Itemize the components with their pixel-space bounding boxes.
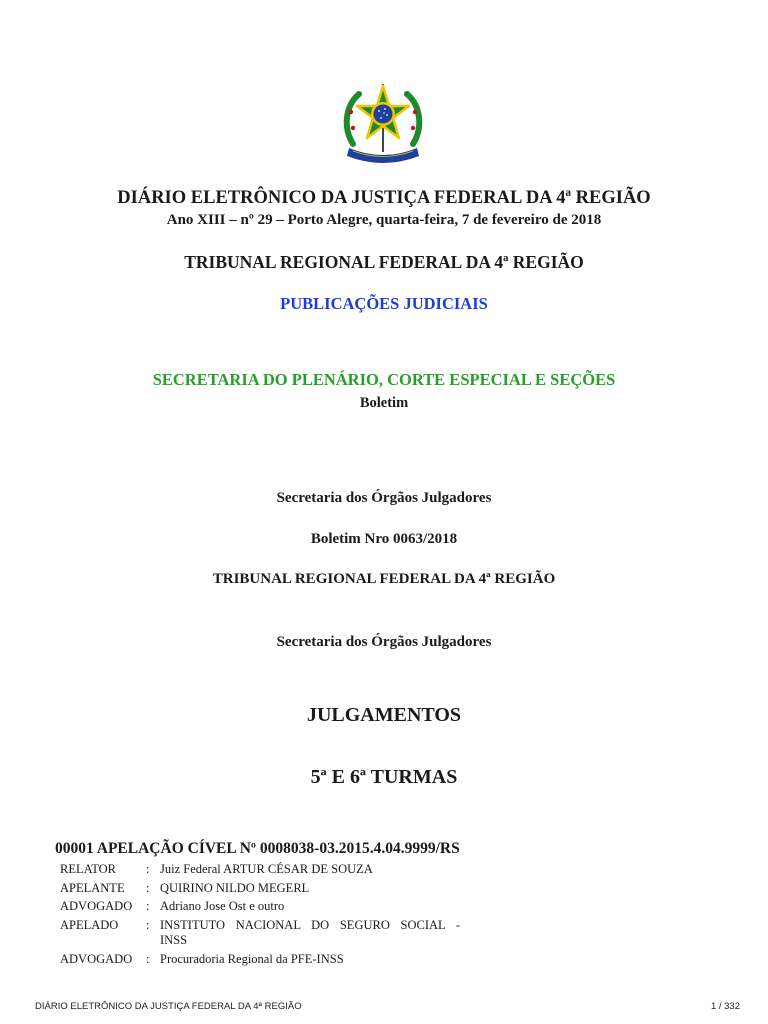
party-separator: : (146, 880, 150, 895)
party-separator: : (146, 862, 150, 876)
process-header: 00001 APELAÇÃO CÍVEL Nº 0008038-03.2015.4.04.9999/RS (55, 840, 460, 857)
bulletin-number: Boletim Nro 0063/2018 (310, 531, 458, 547)
diary-title: DIÁRIO ELETRÔNICO DA JUSTIÇA FEDERAL DA 4ª REGIÃO (117, 188, 651, 208)
party-name: Juiz Federal ARTUR CÉSAR DE SOUZA (160, 862, 373, 876)
party-role: RELATOR (60, 862, 117, 876)
organ-name-repeat: Secretaria dos Órgãos Julgadores (276, 634, 492, 650)
secretariat-subtitle: Boletim (359, 395, 409, 411)
panels-title: 5ª E 6ª TURMAS (310, 766, 458, 788)
party-role: ADVOGADO (60, 899, 133, 913)
secretariat-title: SECRETARIA DO PLENÁRIO, CORTE ESPECIAL E SEÇÕES (152, 370, 616, 389)
party-separator: : (146, 917, 150, 932)
party-row (60, 881, 460, 897)
footer-title: DIÁRIO ELETRÔNICO DA JUSTIÇA FEDERAL DA 4ª REGIÃO (35, 1001, 302, 1012)
court-name: TRIBUNAL REGIONAL FEDERAL DA 4ª REGIÃO (184, 252, 584, 272)
parties-list (60, 862, 460, 970)
party-role: ADVOGADO (60, 951, 133, 966)
party-row (60, 918, 460, 949)
party-row (60, 899, 460, 915)
bulletin-court: TRIBUNAL REGIONAL FEDERAL DA 4ª REGIÃO (212, 571, 556, 587)
organ-name: Secretaria dos Órgãos Julgadores (276, 490, 492, 506)
edition-line: Ano XIII – nº 29 – Porto Alegre, quarta-feira, 7 de fevereiro de 2018 (166, 212, 602, 228)
party-name: QUIRINO NILDO MEGERL (160, 880, 310, 895)
party-role: APELADO (60, 917, 119, 932)
party-name: Adriano Jose Ost e outro (160, 899, 285, 913)
party-row (60, 952, 460, 968)
page-number: 1 / 332 (710, 1001, 740, 1012)
judgments-title: JULGAMENTOS (306, 704, 462, 726)
party-separator: : (146, 899, 150, 913)
section-title: PUBLICAÇÕES JUDICIAIS (280, 294, 488, 313)
party-separator: : (146, 951, 150, 966)
party-row (60, 862, 460, 878)
party-name: Procuradoria Regional da PFE-INSS (160, 951, 344, 966)
party-role: APELANTE (60, 880, 125, 895)
brazil-coat-of-arms-icon (339, 82, 427, 166)
party-name: INSTITUTO NACIONAL DO SEGURO SOCIAL - INSS (160, 917, 460, 947)
